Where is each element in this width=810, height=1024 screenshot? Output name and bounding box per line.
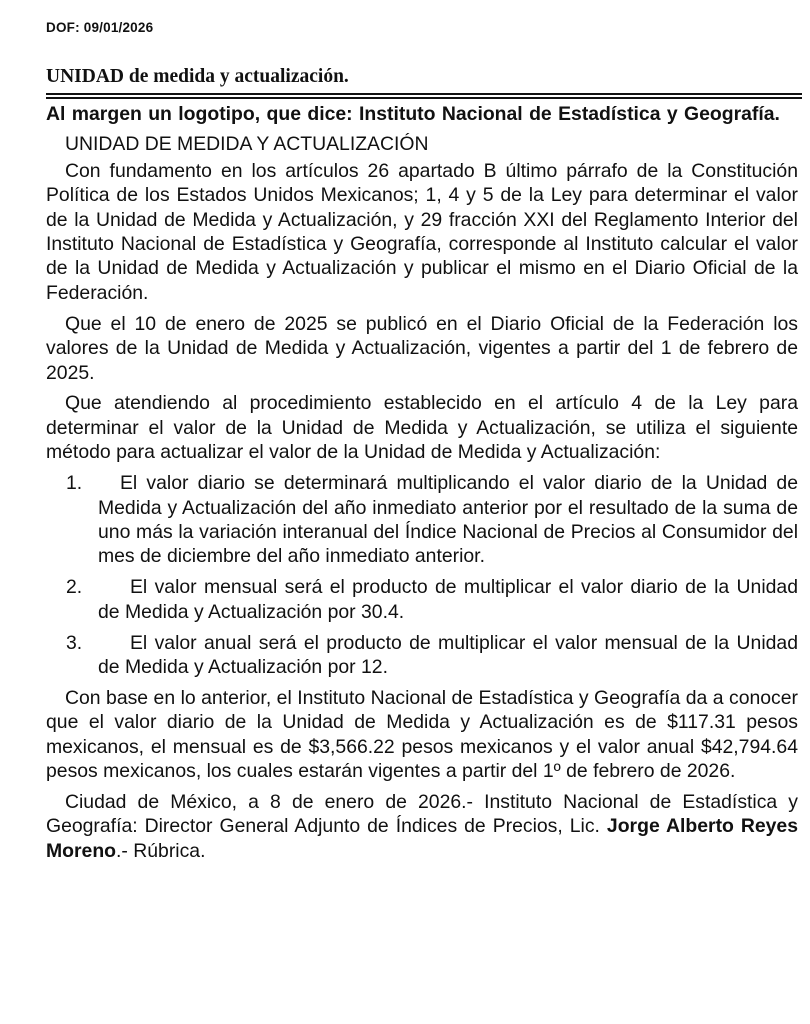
signature-paragraph (46, 790, 798, 863)
list-item-number: 1. (66, 472, 83, 495)
paragraph-publicacion: Que el 10 de enero de 2025 se publicó en el Diario Oficial de la Federación los valores de la Unidad de Medida y Actualización, vigentes a partir del 1 de febrero de 2025. (46, 312, 798, 384)
list-item (46, 631, 798, 680)
section-title: UNIDAD de medida y actualización. (46, 66, 349, 87)
intro-paragraph: Al margen un logotipo, que dice: Instituto Nacional de Estadística y Geografía. (46, 103, 780, 125)
paragraph-metodo: Que atendiendo al procedimiento establecido en el artículo 4 de la Ley para determinar el valor de la Unidad de Medida y Actualización, se utiliza el siguiente método para actualizar el valor de la Unidad de Medida y Actualización: (46, 392, 798, 464)
paragraph-conclusion: Con base en lo anterior, el Instituto Nacional de Estadística y Geografía da a conocer que el valor diario de la Unidad de Medida y Actualización es de $117.31 pesos mexicanos, el mensual es de $3,566.22 pesos mexicanos y el valor anual $42,794.64 pesos mexicanos, los cuales estarán vigentes a partir del 1º de febrero de 2026. (46, 686, 798, 783)
title-rule-bottom (46, 97, 802, 99)
signature-suffix: .- Rúbrica. (116, 839, 206, 862)
paragraph-fundamento: Con fundamento en los artículos 26 apartado B último párrafo de la Constitución Política de los Estados Unidos Mexicanos; 1, 4 y 5 de la Ley para determinar el valor de la Unidad de Medida y Actualización, y 29 fracción XXI del Reglamento Interior del Instituto Nacional de Estadística y Geografía, corresponde al Instituto calcular el valor de la Unidad de Medida y Actualización y publicar el mismo en el Diario Oficial de la Federación. (46, 159, 798, 304)
title-rule-top (46, 93, 802, 95)
list-item (46, 575, 798, 624)
list-item-text: El valor diario se determinará multiplicando el valor diario de la Unidad de Medida y Actualización del año inmediato anterior por el resultado de la suma de uno más la variación interanual del Índice Nacional de Precios al Consumidor del mes de diciembre del año inmediato anterior. (98, 472, 798, 568)
signature-prefix: Ciudad de México, a 8 de enero de 2026.- Instituto Nacional de Estadística y Geografía: Director General Adjunto de Índices de Precios, Lic. (46, 791, 798, 838)
document-heading: UNIDAD DE MEDIDA Y ACTUALIZACIÓN (65, 133, 429, 156)
method-list (46, 471, 798, 679)
list-item-text: El valor mensual será el producto de multiplicar el valor diario de la Unidad de Medida y Actualización por 30.4. (98, 576, 798, 623)
dof-date: DOF: 09/01/2026 (46, 20, 154, 35)
list-item-number: 3. (66, 631, 83, 654)
document-body (46, 101, 798, 870)
list-item-text: El valor anual será el producto de multiplicar el valor mensual de la Unidad de Medida y Actualización por 12. (98, 631, 798, 679)
list-item (46, 471, 798, 569)
signatory-name: Jorge Alberto Reyes Moreno (46, 815, 798, 862)
list-item-number: 2. (66, 576, 83, 599)
